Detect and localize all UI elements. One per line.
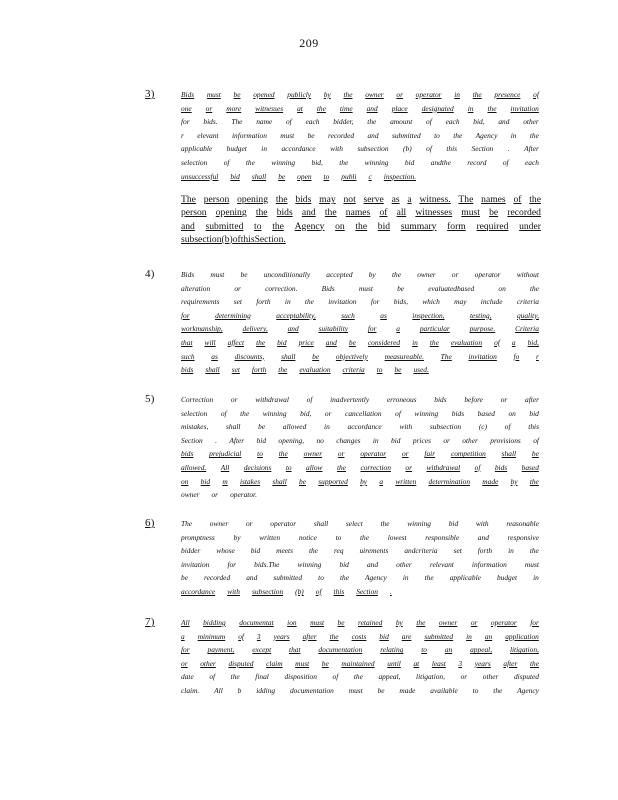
plain-paragraph xyxy=(181,193,541,246)
text-line: for bids. The name of each bidder, the amount of each bid, and other xyxy=(181,117,539,127)
text-line: accordance with subsection (b) of this Section . xyxy=(181,586,392,596)
item-number: 3) xyxy=(145,88,155,100)
text-line: on bid m istakes shall be supported by a written determination made by the xyxy=(181,476,539,486)
text-line: bids shall set forth the evaluation criteria to be used. xyxy=(181,365,429,375)
text-line: one or more witnesses at the time and place designated in the invitation xyxy=(181,103,539,113)
plain-line: and submitted to the Agency on the bid summary form required under xyxy=(181,220,541,232)
text-line: mistakes, shall be allowed in accordance with subsection (c) of this xyxy=(181,422,539,432)
text-line: claim. All b idding documentation must be made available to the Agency xyxy=(181,685,539,695)
text-line: selection of the winning bid, or cancellation of winning bids based on bid xyxy=(181,408,539,418)
text-line: selection of the winning bid, the winning bid andthe record of each xyxy=(181,157,539,167)
item-number: 6) xyxy=(145,517,155,529)
text-line: Section . After bid opening, no changes in bid prices or other provisions of xyxy=(181,435,539,445)
text-line: that will affect the bid price and be considered in the evaluation of a bid, xyxy=(181,337,539,347)
item-body xyxy=(181,268,541,377)
text-line: be recorded and submitted to the Agency in the applicable budget in xyxy=(181,573,539,583)
text-line: or other disputed claim must be maintained until at least 3 years after the xyxy=(181,658,539,668)
item-number: 5) xyxy=(145,393,155,405)
text-line: for payment, except that documentation relating to an appeal, litigation, xyxy=(181,645,539,655)
text-line: bidder whose bid meets the req uirements andcriteria set forth in the xyxy=(181,546,539,556)
text-line: promptness by written notice to the lowest responsible and responsive xyxy=(181,532,539,542)
page-number: 209 xyxy=(299,36,319,50)
text-line: r elevant information must be recorded and submitted to the Agency in the xyxy=(181,130,539,140)
text-line: owner or operator. xyxy=(181,490,257,500)
text-line: a minimum of 3 years after the costs bid are submitted in an application xyxy=(181,631,539,641)
text-line: invitation for bids.The winning bid and other relevant information must xyxy=(181,559,539,569)
text-line: for determining acceptability, such as inspection, testing, quality, xyxy=(181,310,539,320)
item-body xyxy=(181,517,541,599)
text-line: alteration or correction. Bids must be evaluatedbased on the xyxy=(181,283,539,293)
text-line: Bids must be opened publicly by the owner or operator in the presence of xyxy=(181,90,539,99)
text-line: Correction or withdrawal of inadvertently erroneous bids before or after xyxy=(181,395,539,404)
plain-line: The person opening the bids may not serve as a witness. The names of the xyxy=(181,194,541,206)
text-line: All bidding documentat ion must be retained by the owner or operator for xyxy=(181,618,539,627)
text-line: workmanship, delivery, and suitability for a particular purpose. Criteria xyxy=(181,324,539,334)
text-line: Bids must be unconditionally accepted by the owner or operator without xyxy=(181,270,539,279)
text-line: bids prejudicial to the owner or operator or fair competition shall be xyxy=(181,449,539,459)
item-body xyxy=(181,616,541,698)
item-number: 4) xyxy=(145,268,155,280)
text-line: requirements set forth in the invitation for bids, which may include criteria xyxy=(181,297,539,307)
plain-line: person opening the bids and the names of all witnesses must be recorded xyxy=(181,207,541,219)
text-line: unsuccessful bid shall be open to publi c inspection. xyxy=(181,171,417,181)
text-line: The owner or operator shall select the winning bid with reasonable xyxy=(181,519,539,528)
text-line: allowed. All decisions to allow the correction or withdrawal of bids based xyxy=(181,462,539,472)
item-number: 7) xyxy=(145,616,155,628)
text-line: such as discounts, shall be objectively measureable. The invitation fo r xyxy=(181,351,539,361)
plain-line: subsection (b) of this Secti on. xyxy=(181,233,286,245)
text-line: applicable budget in accordance with subsection (b) of this Section . After xyxy=(181,144,539,154)
text-line: date of the final disposition of the appeal, litigation, or other disputed xyxy=(181,672,539,682)
item-body xyxy=(181,393,541,502)
item-body xyxy=(181,88,541,246)
